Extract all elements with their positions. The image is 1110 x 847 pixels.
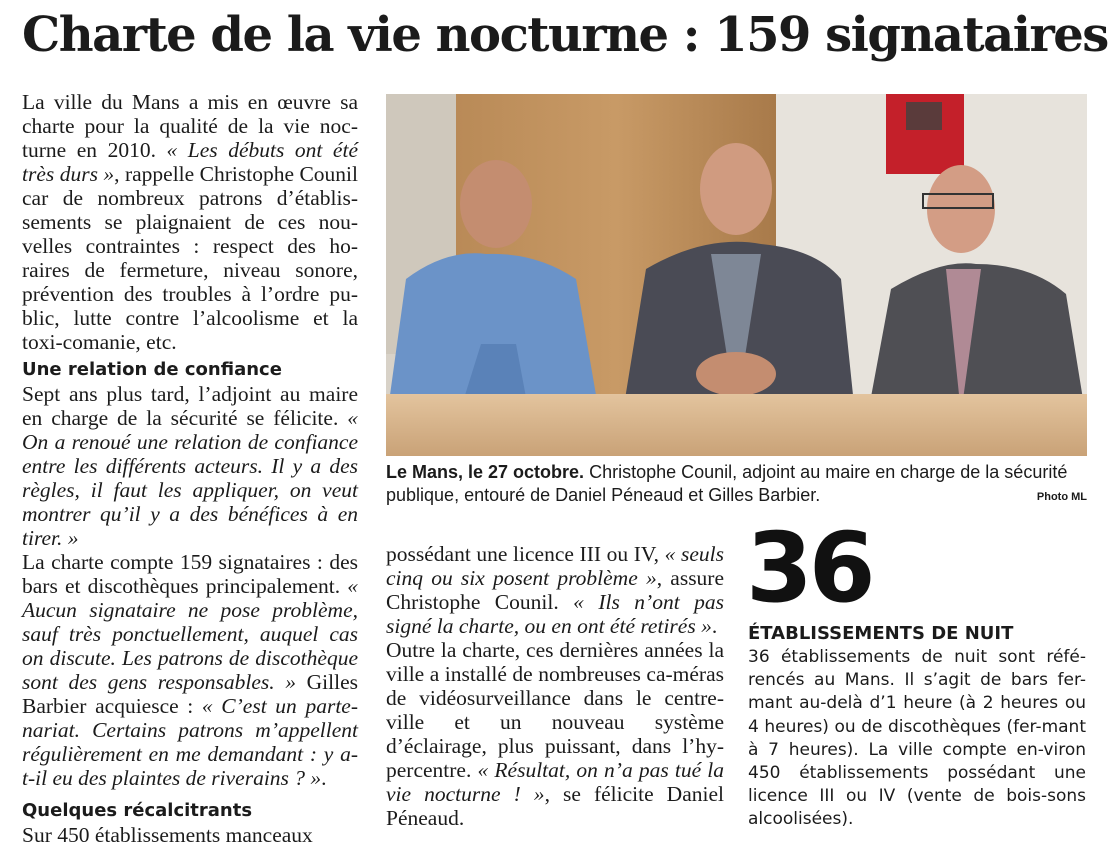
factbox-number: 36 xyxy=(746,512,872,624)
paragraph: Sur 450 établissements manceaux xyxy=(22,823,313,847)
article-headline: Charte de la vie nocturne : 159 signataires xyxy=(22,7,1108,63)
paragraph: possédant une licence III ou IV, « seuls cinq ou six posent problème », assure Christophe Counil. « Ils n’ont pas signé la charte, ou en ont été retirés ». xyxy=(386,542,725,638)
paragraph: Sept ans plus tard, l’adjoint au maire en charge de la sécurité se félicite. « On a renoué une relation de confiance entre les différents acteurs. Il y a des règles, il faut les appliquer, on veut montrer qu’il y a des bénéfices à en tirer. » xyxy=(22,382,358,550)
paragraph: La ville du Mans a mis en œuvre sa charte pour la qualité de la vie noc-turne en 2010. « Les débuts ont été très durs », rappelle Christophe Counil car de nombreux patrons d’établis-sements se plaignaient de ces nou-velles contraintes : respect des ho-raires de fermeture, niveau sonore, prévention des troubles à l’ordre pu-blic, lutte contre l’alcoolisme et la toxi-comanie, etc. xyxy=(22,90,358,354)
subheading: Quelques récalcitrants xyxy=(22,800,253,821)
article-column-2 xyxy=(386,542,724,830)
subheading: Une relation de confiance xyxy=(22,359,282,380)
photo-credit: Photo ML xyxy=(1036,491,1087,503)
quote: « Les débuts ont été très durs » xyxy=(22,138,358,186)
quote: « On a renoué une relation de confiance entre les différents acteurs. Il y a des règles, il faut les appliquer, on veut montrer qu’il y a des bénéfices à en tirer. » xyxy=(22,406,358,550)
quote: « C’est un parte-nariat. Certains patrons m’appellent régulièrement en me demandant : y a-t-il eu des plaintes de riverains ? » xyxy=(22,694,358,790)
photo-caption: Le Mans, le 27 octobre. Christophe Counil, adjoint au maire en charge de la sécurité publique, entouré de Daniel Péneaud et Gilles Barbier. xyxy=(386,462,1068,505)
quote: « seuls cinq ou six posent problème » xyxy=(386,542,724,590)
article-photo xyxy=(386,94,1087,456)
photo-image xyxy=(386,94,1087,456)
quote: « Ils n’ont pas signé la charte, ou en ont été retirés » xyxy=(386,590,724,638)
quote: « Aucun signataire ne pose problème, sauf très ponctuellement, auquel cas on discute. Les patrons de discothèque sont des gens responsables. » xyxy=(22,574,358,694)
paragraph: La charte compte 159 signataires : des bars et discothèques principalement. « Aucun signataire ne pose problème, sauf très ponctuellement, auquel cas on discute. Les patrons de discothèque sont des gens responsables. » Gilles Barbier acquiesce : « C’est un parte-nariat. Certains patrons m’appellent régulièrement en me demandant : y a-t-il eu des plaintes de riverains ? ». xyxy=(22,550,358,790)
factbox-title: ÉTABLISSEMENTS DE NUIT xyxy=(748,623,1014,644)
article-column-1 xyxy=(22,90,358,847)
paragraph: Outre la charte, ces dernières années la ville a installé de nombreuses ca-méras de vidéosurveillance dans le centre-ville et un nouveau système d’éclairage, plus puissant, dans l’hy-percentre. « Résultat, on n’a pas tué la vie nocturne ! », se félicite Daniel Péneaud. xyxy=(386,638,725,830)
quote: « Résultat, on n’a pas tué la vie nocturne ! » xyxy=(386,758,725,806)
factbox-text: 36 établissements de nuit sont réfé-rencés au Mans. Il s’agit de bars fer-mant au-delà d’1 heure (à 2 heures ou 4 heures) ou de discothèques (fer-mant à 7 heures). La ville compte en-viron 450 établissements possédant une licence III ou IV (vente de bois-sons alcoolisées). xyxy=(748,647,1086,830)
